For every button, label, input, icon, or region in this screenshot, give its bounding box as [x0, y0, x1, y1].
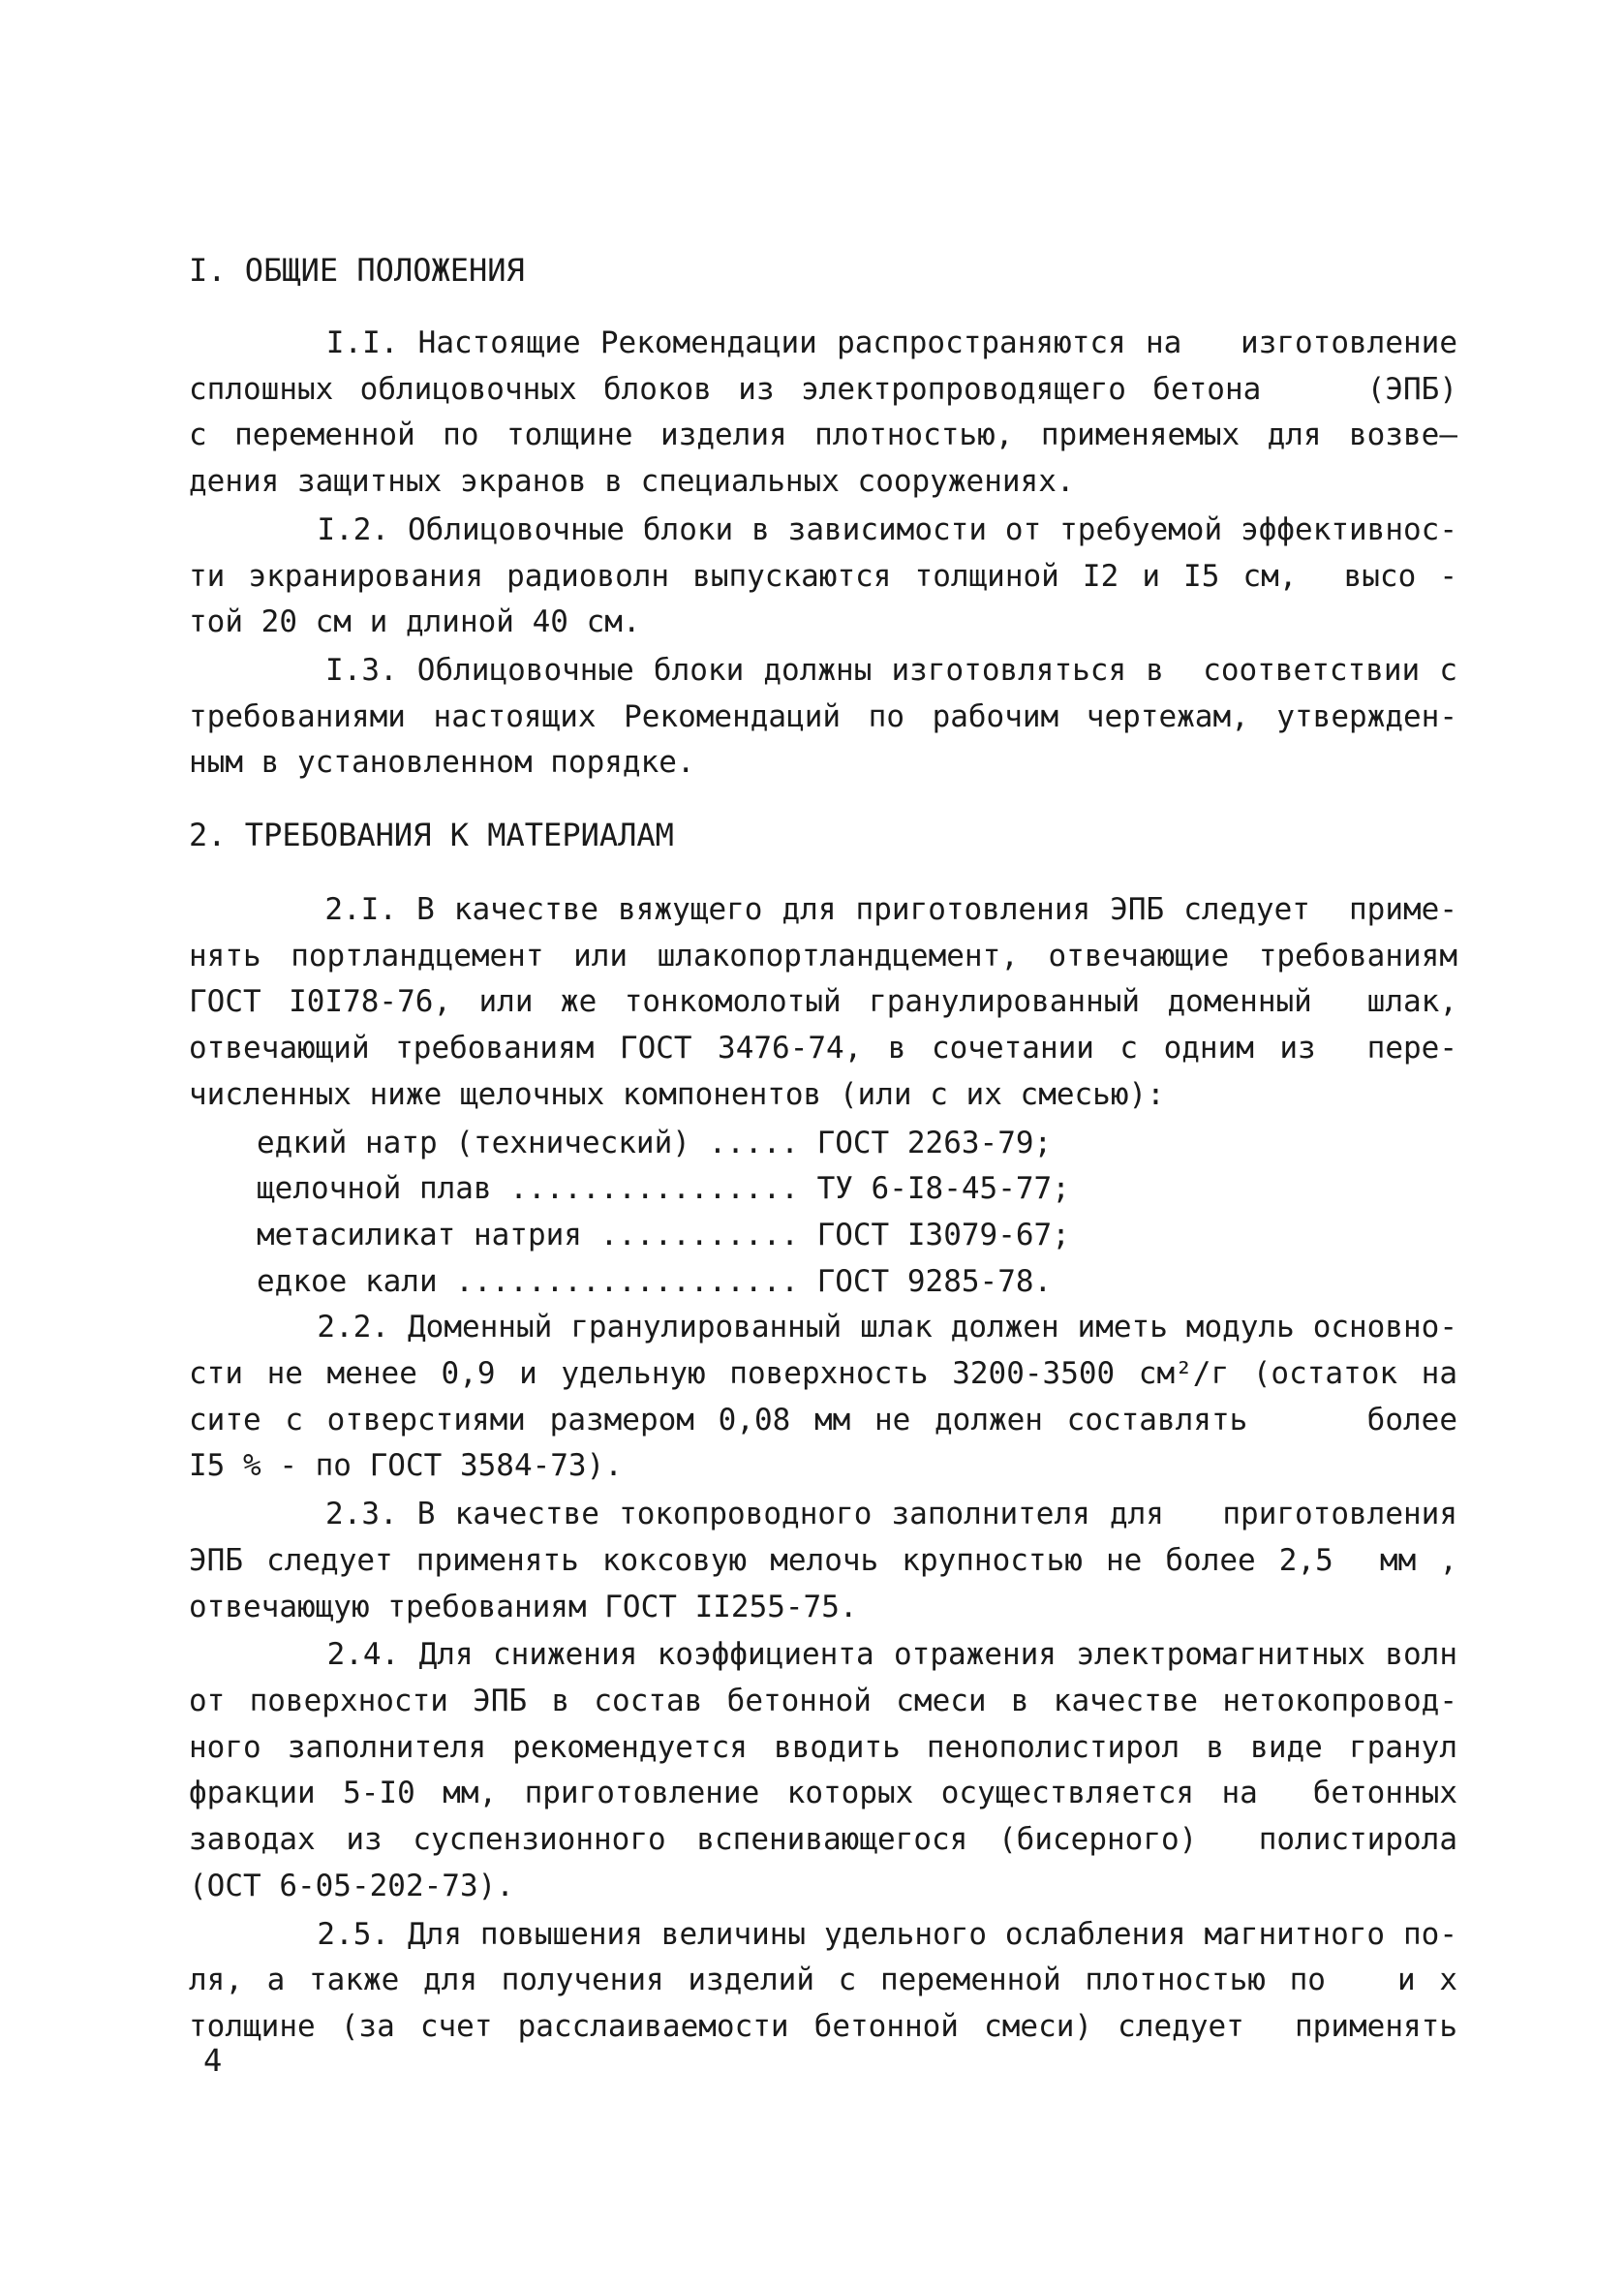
paragraph-2-3 [189, 1492, 1457, 1630]
text-line: ти экранирования радиоволн выпускаются толщиной I2 и I5 см, высо - [189, 558, 1457, 594]
paragraph-2-2 [189, 1305, 1457, 1490]
list-item: едкое кали ................... ГОСТ 9285-78. [257, 1263, 1053, 1299]
text-line: I.2. Облицовочные блоки в зависимости от требуемой эффективнос- [189, 511, 1457, 547]
text-line: (ОСТ 6-05-202-73). [189, 1868, 514, 1903]
text-line: заводах из суспензионного вспенивающегося (бисерного) полистирола [189, 1822, 1457, 1858]
text-line: фракции 5-I0 мм, приготовление которых осуществляется на бетонных [189, 1776, 1457, 1811]
text-line: отвечающий требованиям ГОСТ 3476-74, в сочетании с одним из пере- [189, 1031, 1457, 1067]
text-line: ного заполнителя рекомендуется вводить пенополистирол в виде гранул [189, 1729, 1457, 1765]
paragraph-1-3 [189, 648, 1457, 787]
section-2-title: 2. ТРЕБОВАНИЯ К МАТЕРИАЛАМ [189, 817, 674, 854]
paragraph-1-1 [189, 321, 1457, 506]
text-line: численных ниже щелочных компонентов (или с их смесью): [189, 1076, 1165, 1112]
paragraph-2-5 [189, 1912, 1457, 2051]
page-number: 4 [203, 2042, 223, 2079]
text-line: ля, а также для получения изделий с переменной плотностью по и х [189, 1963, 1457, 1998]
text-line: 2.2. Доменный гранулированный шлак должен иметь модуль основно- [189, 1310, 1457, 1345]
text-line: ГОСТ I0I78-76, или же тонкомолотый гранулированный доменный шлак, [189, 984, 1457, 1020]
text-line: сти не менее 0,9 и удельную поверхность 3200-3500 см²/г (остаток на [189, 1356, 1457, 1392]
text-line: 2.4. Для снижения коэффициента отражения электромагнитных волн [189, 1637, 1457, 1673]
document-page [189, 247, 1457, 2053]
text-line: от поверхности ЭПБ в состав бетонной смеси в качестве нетокопровод- [189, 1683, 1457, 1718]
list-item: щелочной плав ................ ТУ 6-I8-45-77; [257, 1171, 1070, 1207]
list-item: едкий натр (технический) ..... ГОСТ 2263-79; [257, 1125, 1053, 1160]
paragraph-1-2 [189, 508, 1457, 646]
text-line: отвечающую требованиям ГОСТ II255-75. [189, 1589, 858, 1624]
text-line: I.I. Настоящие Рекомендации распространяются на изготовление [189, 325, 1457, 360]
text-line: 2.I. В качестве вяжущего для приготовления ЭПБ следует приме- [189, 892, 1457, 928]
text-line: I5 % - по ГОСТ 3584-73). [189, 1448, 623, 1484]
text-line: ЭПБ следует применять коксовую мелочь крупностью не более 2,5 мм , [189, 1542, 1457, 1578]
text-line: той 20 см и длиной 40 см. [189, 604, 641, 640]
text-line: 2.5. Для повышения величины удельного ослабления магнитного по- [189, 1916, 1457, 1952]
list-item: метасиликат натрия ........... ГОСТ I3079-67; [257, 1217, 1070, 1252]
section-1-title: I. ОБЩИЕ ПОЛОЖЕНИЯ [189, 252, 525, 289]
text-line: требованиями настоящих Рекомендаций по рабочим чертежам, утвержден- [189, 698, 1457, 734]
text-line: с переменной по толщине изделия плотностью, применяемых для возве— [189, 417, 1457, 453]
text-line: I.3. Облицовочные блоки должны изготовляться в соответствии с [189, 652, 1457, 688]
paragraph-2-1 [189, 887, 1457, 1119]
text-line: толщине (за счет расслаиваемости бетонной смеси) следует применять [189, 2008, 1457, 2044]
text-line: 2.3. В качестве токопроводного заполнителя для приготовления [189, 1497, 1457, 1532]
alkali-components-list [189, 1121, 1457, 1306]
text-line: ным в установленном порядке. [189, 745, 695, 781]
text-line: дения защитных экранов в специальных сооружениях. [189, 464, 1075, 500]
text-line: сплошных облицовочных блоков из электропроводящего бетона (ЭПБ) [189, 371, 1457, 407]
text-line: нять портландцемент или шлакопортландцемент, отвечающие требованиям [189, 938, 1457, 974]
paragraph-2-4 [189, 1632, 1457, 1909]
text-line: сите с отверстиями размером 0,08 мм не должен составлять более [189, 1402, 1457, 1438]
